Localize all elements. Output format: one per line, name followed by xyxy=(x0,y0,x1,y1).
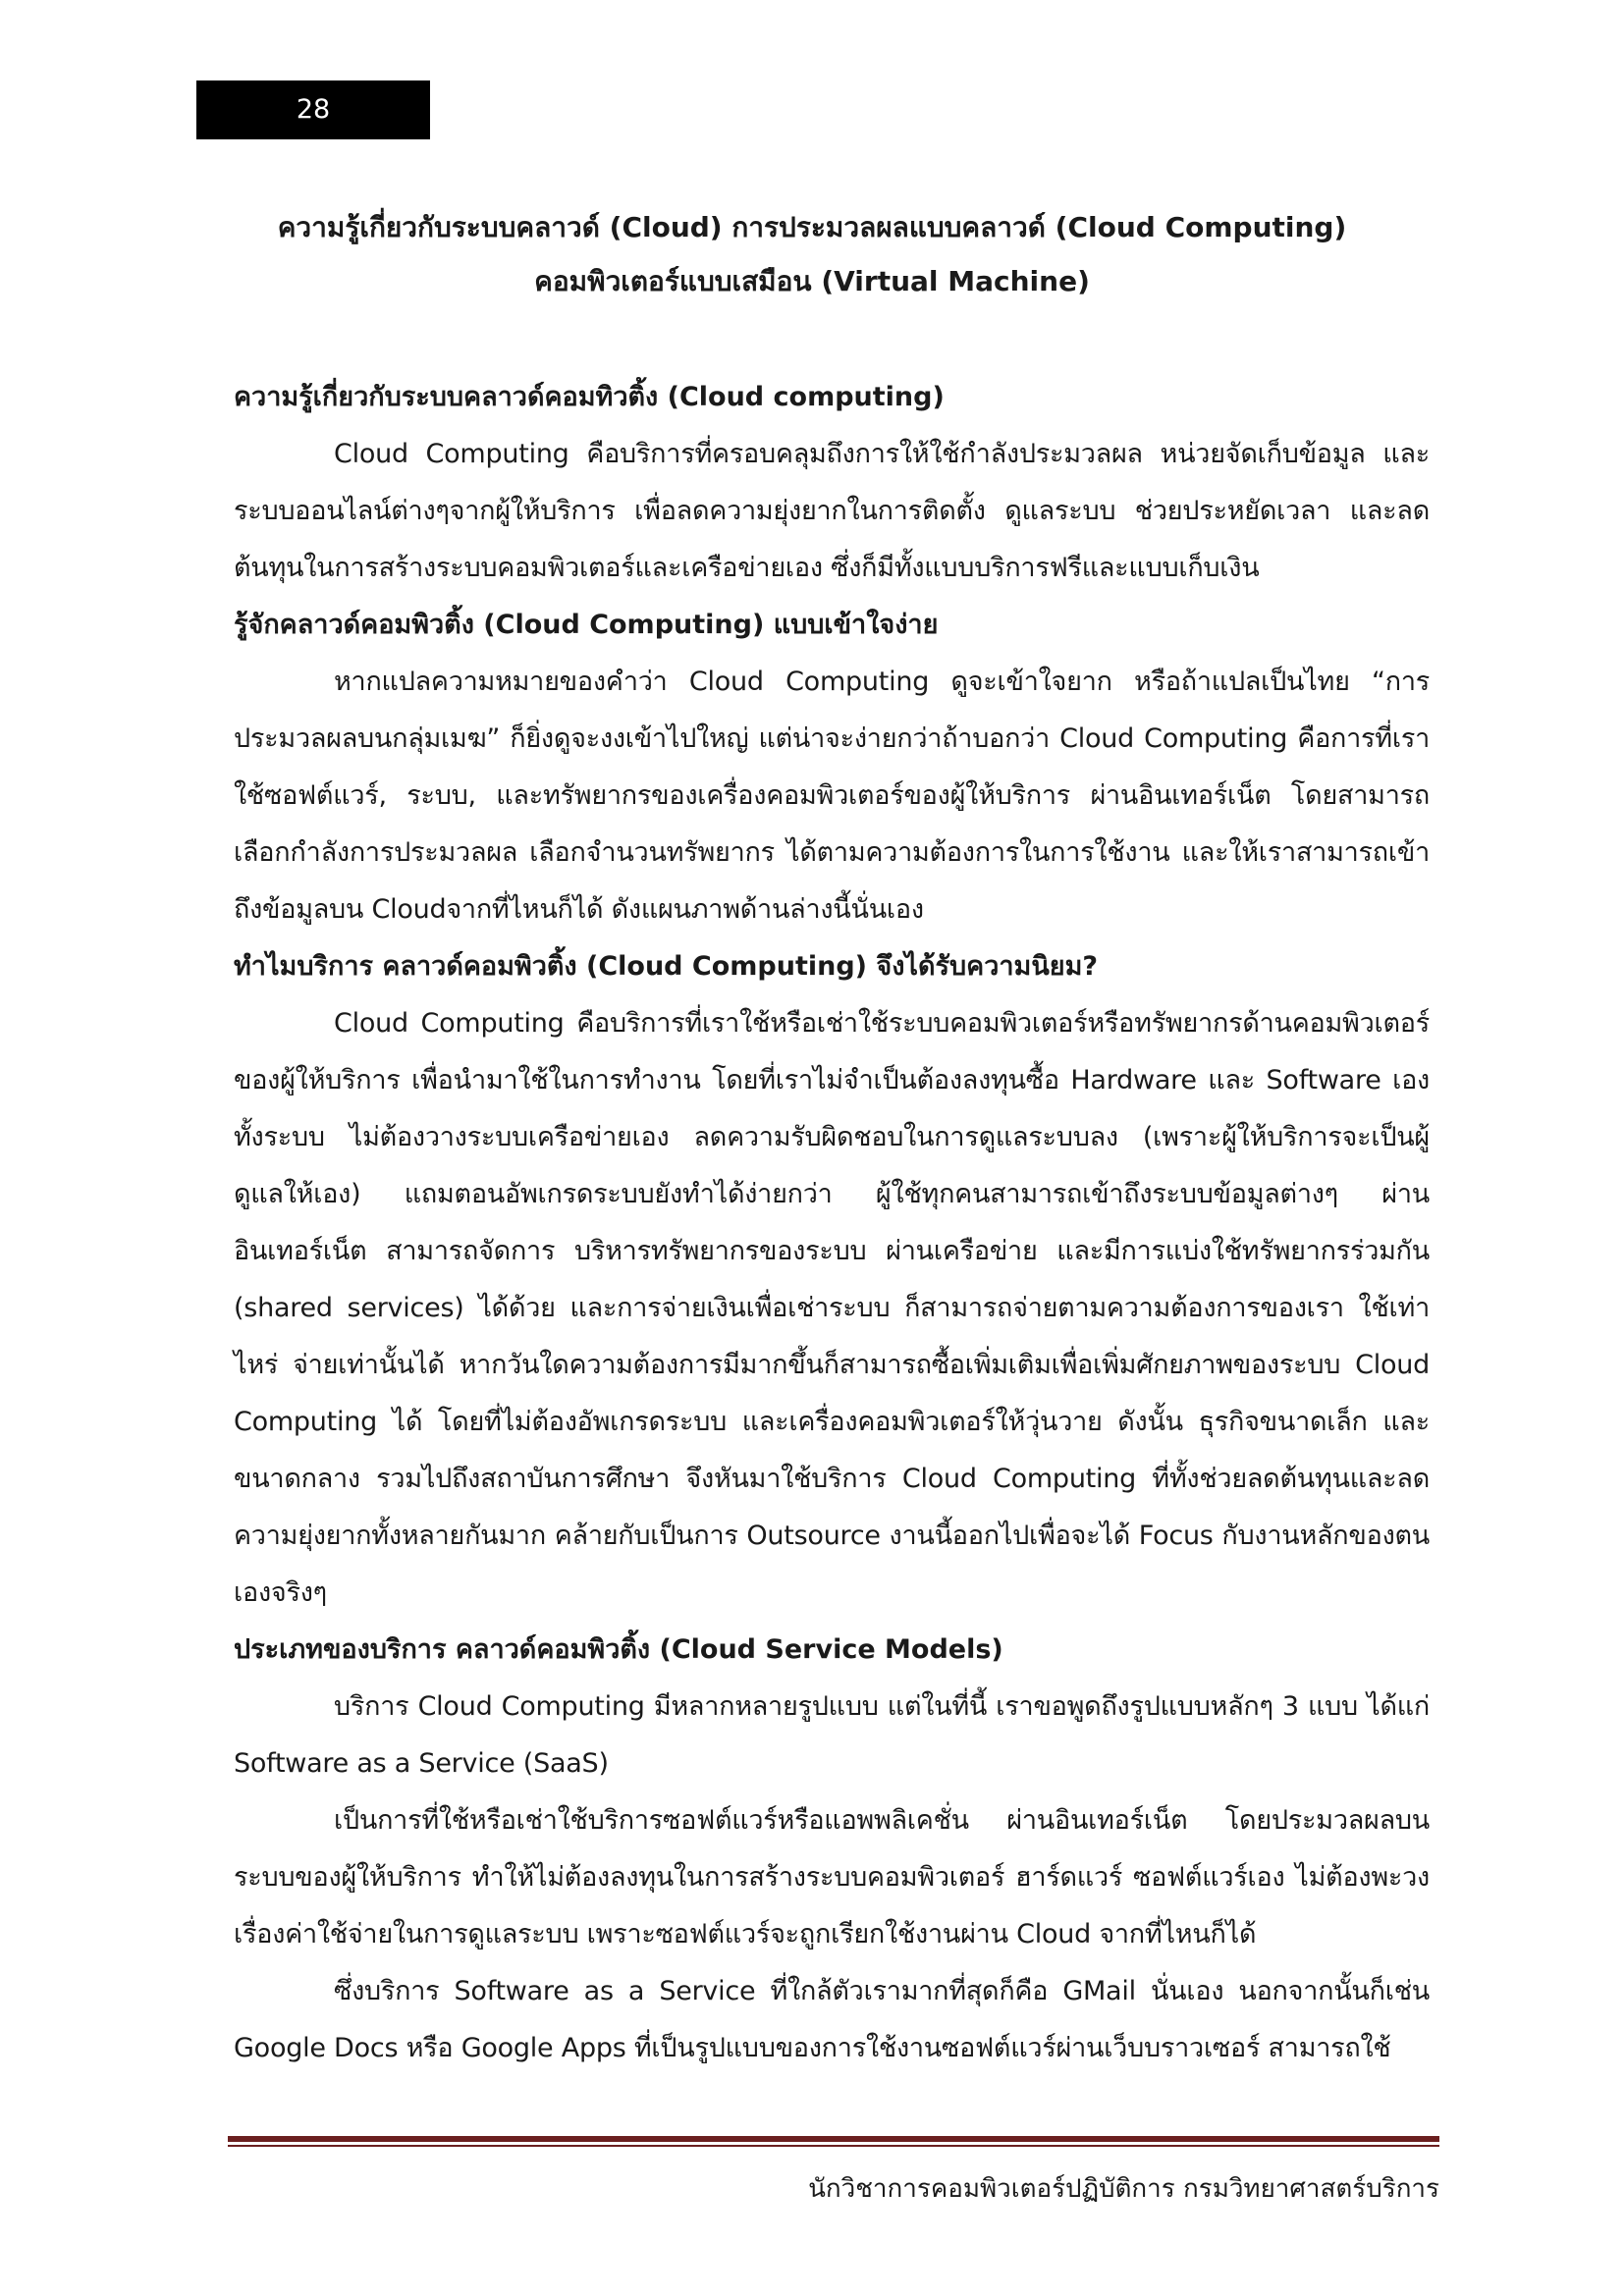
paragraph: เป็นการที่ใช้หรือเช่าใช้บริการซอฟต์แวร์หรือแอพพลิเคชั่น ผ่านอินเทอร์เน็ต โดยประมวลผลบนระบบของผู้ให้บริการ ทำให้ไม่ต้องลงทุนในการสร้างระบบคอมพิวเตอร์ ฮาร์ดแวร์ ซอฟต์แวร์เอง ไม่ต้องพะวงเรื่องค่าใช้จ่ายในการดูแลระบบ เพราะซอฟต์แวร์จะถูกเรียกใช้งานผ่าน Cloud จากที่ไหนก็ได้ xyxy=(234,1805,1430,1949)
footer-credit: นักวิชาการคอมพิวเตอร์ปฏิบัติการ กรมวิทยาศาสตร์บริการ xyxy=(808,2174,1439,2204)
page-number-badge xyxy=(196,80,430,139)
title-line-2: คอมพิวเตอร์แบบเสมือน (Virtual Machine) xyxy=(534,265,1090,297)
section-heading-service-models: ประเภทของบริการ คลาวด์คอมพิวติ้ง (Cloud Service Models) xyxy=(234,1634,1003,1665)
paragraph: บริการ Cloud Computing มีหลากหลายรูปแบบ แต่ในที่นี้ เราขอพูดถึงรูปแบบหลักๆ 3 แบบ ได้แก่ Software as a Service (SaaS) xyxy=(234,1691,1430,1779)
paragraph: ซึ่งบริการ Software as a Service ที่ใกล้ตัวเรามากที่สุดก็คือ GMail นั่นเอง นอกจากนั้นก็เช่น Google Docs หรือ Google Apps ที่เป็นรูปแบบของการใช้งานซอฟต์แวร์ผ่านเว็บบราวเซอร์ สามารถใช้ xyxy=(234,1976,1430,2063)
paragraph: Cloud Computing คือบริการที่เราใช้หรือเช่าใช้ระบบคอมพิวเตอร์หรือทรัพยากรด้านคอมพิวเตอร์ ของผู้ให้บริการ เพื่อนำมาใช้ในการทำงาน โดยที่เราไม่จำเป็นต้องลงทุนซื้อ Hardware และ Software เองทั้งระบบ ไม่ต้องวางระบบเครือข่ายเอง ลดความรับผิดชอบในการดูแลระบบลง (เพราะผู้ให้บริการจะเป็นผู้ดูแลให้เอง) แถมตอนอัพเกรดระบบยังทำได้ง่ายกว่า ผู้ใช้ทุกคนสามารถเข้าถึงระบบข้อมูลต่างๆ ผ่านอินเทอร์เน็ต สามารถจัดการ บริหารทรัพยากรของระบบ ผ่านเครือข่าย และมีการแบ่งใช้ทรัพยากรร่วมกัน (shared services) ได้ด้วย และการจ่ายเงินเพื่อเช่าระบบ ก็สามารถจ่ายตามความต้องการของเรา ใช้เท่าไหร่ จ่ายเท่านั้นได้ หากวันใดความต้องการมีมากขึ้นก็สามารถซื้อเพิ่มเติมเพื่อเพิ่มศักยภาพของระบบ Cloud Computing ได้ โดยที่ไม่ต้องอัพเกรดระบบ และเครื่องคอมพิวเตอร์ให้วุ่นวาย ดังนั้น ธุรกิจขนาดเล็ก และขนาดกลาง รวมไปถึงสถาบันการศึกษา จึงหันมาใช้บริการ Cloud Computing ที่ทั้งช่วยลดต้นทุนและลดความยุ่งยากทั้งหลายกันมาก คล้ายกับเป็นการ Outsource งานนี้ออกไปเพื่อจะได้ Focus กับงานหลักของตนเองจริงๆ xyxy=(234,1008,1430,1608)
section-heading-popularity: ทำไมบริการ คลาวด์คอมพิวติ้ง (Cloud Computing) จึงได้รับความนิยม? xyxy=(234,951,1099,982)
title-line-1: ความรู้เกี่ยวกับระบบคลาวด์ (Cloud) การประมวลผลแบบคลาวด์ (Cloud Computing) xyxy=(277,211,1347,243)
section-heading-understanding: รู้จักคลาวด์คอมพิวติ้ง (Cloud Computing) แบบเข้าใจง่าย xyxy=(234,610,939,640)
page-number: 28 xyxy=(296,94,331,125)
paragraph: หากแปลความหมายของคำว่า Cloud Computing ดูจะเข้าใจยาก หรือถ้าแปลเป็นไทย “การประมวลผลบนกลุ่มเมฆ” ก็ยิ่งดูจะงงเข้าไปใหญ่ แต่น่าจะง่ายกว่าถ้าบอกว่า Cloud Computing คือการที่เราใช้ซอฟต์แวร์, ระบบ, และทรัพยากรของเครื่องคอมพิวเตอร์ของผู้ให้บริการ ผ่านอินเทอร์เน็ต โดยสามารถเลือกกำลังการประมวลผล เลือกจำนวนทรัพยากร ได้ตามความต้องการในการใช้งาน และให้เราสามารถเข้าถึงข้อมูลบน Cloudจากที่ไหนก็ได้ ดังแผนภาพด้านล่างนี้นั่นเอง xyxy=(234,667,1430,925)
section-heading-cloud-knowledge: ความรู้เกี่ยวกับระบบคลาวด์คอมทิวติ้ง (Cloud computing) xyxy=(234,382,945,412)
document-body xyxy=(234,369,1430,2077)
footer-divider xyxy=(228,2136,1439,2147)
paragraph: Cloud Computing คือบริการที่ครอบคลุมถึงการให้ใช้กำลังประมวลผล หน่วยจัดเก็บข้อมูล และระบบออนไลน์ต่างๆจากผู้ให้บริการ เพื่อลดความยุ่งยากในการติดตั้ง ดูแลระบบ ช่วยประหยัดเวลา และลดต้นทุนในการสร้างระบบคอมพิวเตอร์และเครือข่ายเอง ซึ่งก็มีทั้งแบบบริการฟรีและแบบเก็บเงิน xyxy=(234,439,1430,583)
document-title xyxy=(196,200,1428,308)
